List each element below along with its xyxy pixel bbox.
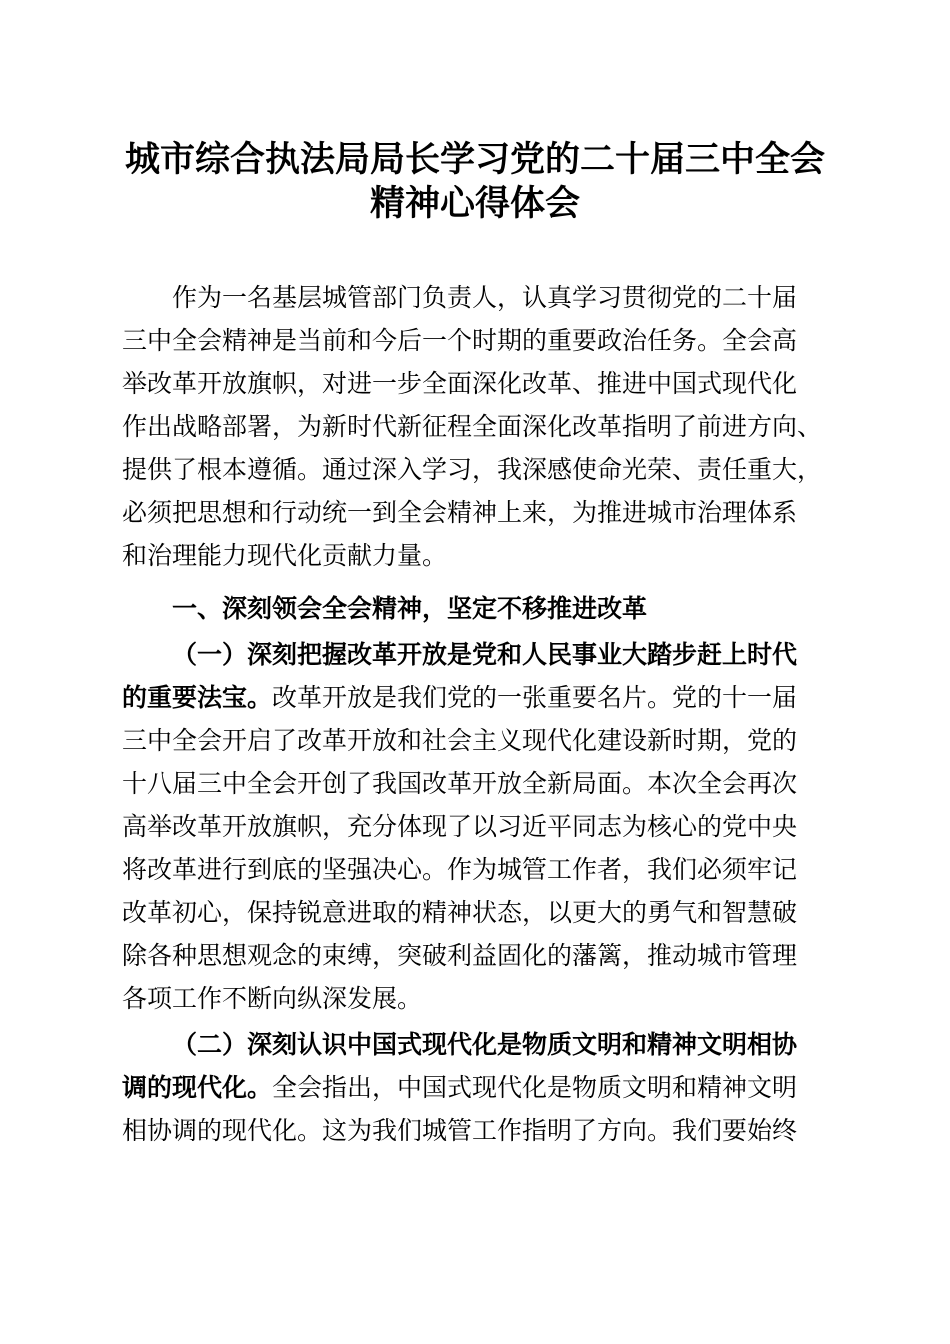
subsection-1-line: 各项工作不断向纵深发展。: [122, 984, 423, 1013]
intro-line: 必须把思想和行动统一到全会精神上来，为推进城市治理体系: [122, 498, 798, 527]
subsection-1-heading: （一）深刻把握改革开放是党和人民事业大踏步赶上时代: [172, 640, 798, 669]
subsection-1-line: 除各种思想观念的束缚，突破利益固化的藩篱，推动城市管理: [122, 941, 798, 970]
intro-line: 作为一名基层城管部门负责人，认真学习贯彻党的二十届: [172, 283, 798, 312]
subsection-1-line: 三中全会开启了改革开放和社会主义现代化建设新时期，党的: [122, 726, 798, 755]
subsection-1-line: 改革初心，保持锐意进取的精神状态，以更大的勇气和智慧破: [122, 898, 798, 927]
intro-line: 提供了根本遵循。通过深入学习，我深感使命光荣、责任重大，: [122, 455, 823, 484]
section-heading: 一、深刻领会全会精神，坚定不移推进改革: [172, 594, 648, 623]
document-title-line-1: 城市综合执法局局长学习党的二十届三中全会: [124, 139, 825, 180]
document-title-line-2: 精神心得体会: [369, 183, 580, 224]
subsection-1-line: [122, 683, 797, 713]
intro-line: 三中全会精神是当前和今后一个时期的重要政治任务。全会高: [122, 326, 798, 355]
subsection-2-heading-end: 调的现代化。: [122, 1073, 273, 1102]
subsection-1-heading-end: 的重要法宝。: [122, 683, 273, 712]
intro-line: 和治理能力现代化贡献力量。: [122, 541, 448, 570]
subsection-1-line: 高举改革开放旗帜，充分体现了以习近平同志为核心的党中央: [122, 812, 798, 841]
subsection-2-line: 相协调的现代化。这为我们城管工作指明了方向。我们要始终: [122, 1116, 798, 1145]
subsection-1-line: 十八届三中全会开创了我国改革开放全新局面。本次全会再次: [122, 769, 798, 798]
subsection-2-text: 全会指出，中国式现代化是物质文明和精神文明: [272, 1073, 798, 1102]
subsection-1-line: 将改革进行到底的坚强决心。作为城管工作者，我们必须牢记: [122, 855, 798, 884]
subsection-1-text: 改革开放是我们党的一张重要名片。党的十一届: [272, 683, 798, 712]
subsection-2-heading: （二）深刻认识中国式现代化是物质文明和精神文明相协: [172, 1030, 798, 1059]
intro-line: 作出战略部署，为新时代新征程全面深化改革指明了前进方向、: [122, 412, 823, 441]
subsection-2-line: [122, 1073, 797, 1103]
intro-line: 举改革开放旗帜，对进一步全面深化改革、推进中国式现代化: [122, 369, 798, 398]
